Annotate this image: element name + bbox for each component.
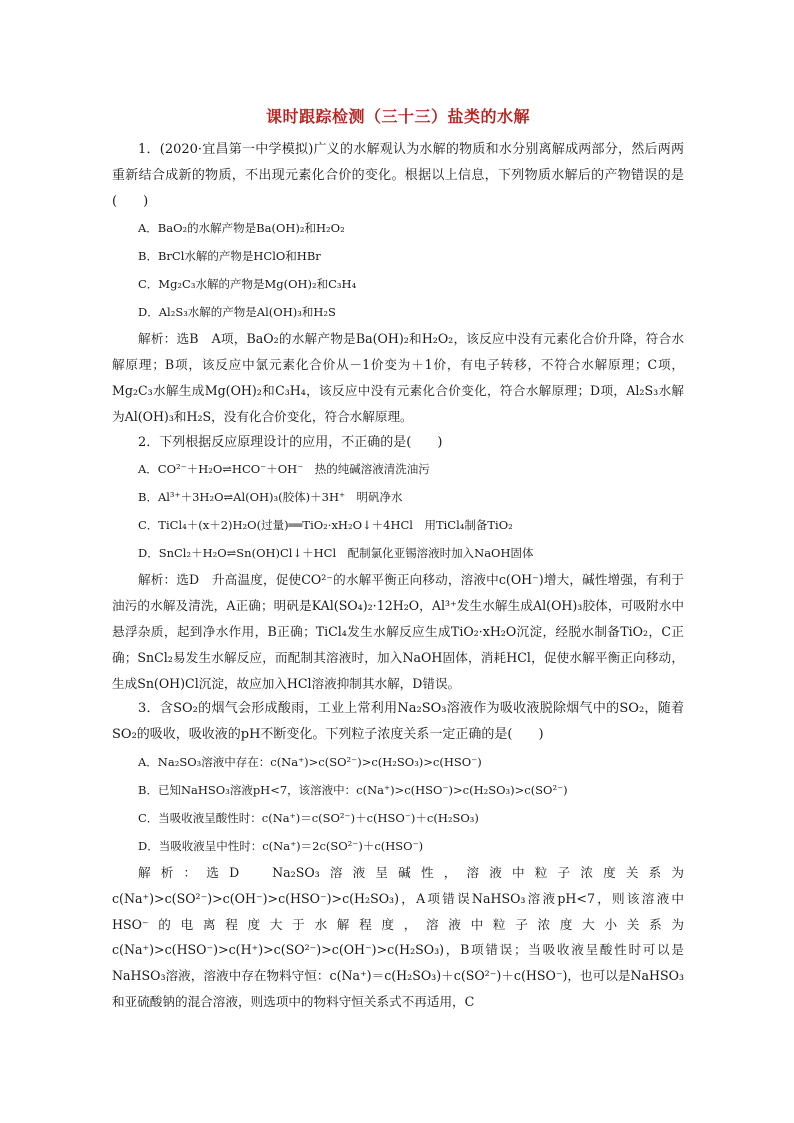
question-1: [112, 137, 684, 430]
question-3-option-a: A．Na₂SO₃溶液中存在：c(Na⁺)>c(SO²⁻)>c(H₂SO₃)>c(HSO⁻): [138, 754, 482, 769]
question-2: [112, 430, 684, 697]
question-3-stem: 3．含SO₂的烟气会形成酸雨，工业上常利用Na₂SO₃溶液作为吸收液脱除烟气中的SO₂，随着SO₂的吸收，吸收液的pH不断变化。下列粒子浓度关系一定正确的是( ): [112, 701, 684, 743]
question-1-option-b: B．BrCl水解的产物是HClO和HBr: [138, 249, 321, 264]
question-1-analysis: 解析：选B A项，BaO₂的水解产物是Ba(OH)₂和H₂O₂，该反应中没有元素化合价升降，符合水解原理；B项，该反应中氯元素化合价从－1价变为＋1价，有电子转移，不符合水解原理；C项，Mg₂C₃水解生成Mg(OH)₂和C₃H₄，该反应中没有元素化合价变化，符合水解原理；D项，Al₂S₃水解为Al(OH)₃和H₂S，没有化合价变化，符合水解原理。: [112, 331, 684, 424]
question-2-option-a: A．CO²⁻＋H₂O⇌HCO⁻＋OH⁻ 热的纯碱溶液清洗油污: [138, 462, 430, 477]
question-1-option-a: A．BaO₂的水解产物是Ba(OH)₂和H₂O₂: [138, 221, 345, 236]
question-3-analysis: 解析：选D Na₂SO₃溶液呈碱性，溶液中粒子浓度关系为c(Na⁺)>c(SO²⁻)>c(OH⁻)>c(HSO⁻)>c(H₂SO₃)，A项错误NaHSO₃溶液pH<7，则该溶液中HSO⁻的电离程度大于水解程度，溶液中粒子浓度大小关系为c(Na⁺)>c(HSO⁻)>c(H⁺)>c(SO²⁻)>c(OH⁻)>c(H₂SO₃)，B项错误；当吸收液呈酸性时可以是NaHSO₃溶液，溶液中存在物料守恒：c(Na⁺)＝c(H₂SO₃)＋c(SO²⁻)＋c(HSO⁻)，也可以是NaHSO₃和亚硫酸钠的混合溶液，则选项中的物料守恒关系式不再适用，C: [112, 864, 684, 1009]
question-1-stem: 1．(2020·宜昌第一中学模拟)广义的水解观认为水解的物质和水分别离解成两部分，然后两两重新结合成新的物质，不出现元素化合价的变化。根据以上信息，下列物质水解后的产物错误的是( ): [112, 142, 684, 209]
question-3-option-c: C．当吸收液呈酸性时：c(Na⁺)＝c(SO²⁻)＋c(HSO⁻)＋c(H₂SO₃): [138, 810, 479, 825]
question-3-option-b: B．已知NaHSO₃溶液pH<7，该溶液中：c(Na⁺)>c(HSO⁻)>c(H₂SO₃)>c(SO²⁻): [138, 782, 568, 797]
question-2-option-c: C．TiCl₄＋(x＋2)H₂O(过量)══TiO₂·xH₂O↓＋4HCl 用TiCl₄制备TiO₂: [138, 518, 513, 533]
question-3: [112, 696, 684, 1014]
question-2-option-d: D．SnCl₂＋H₂O⇌Sn(OH)Cl↓＋HCl 配制氯化亚锡溶液时加入NaOH固体: [138, 546, 534, 561]
question-1-option-d: D．Al₂S₃水解的产物是Al(OH)₃和H₂S: [138, 305, 336, 320]
question-2-stem: 2．下列根据反应原理设计的应用，不正确的是( ): [138, 434, 443, 450]
question-3-option-d: D．当吸收液呈中性时：c(Na⁺)＝2c(SO²⁻)＋c(HSO⁻): [138, 838, 424, 853]
question-2-analysis: 解析：选D 升高温度，促使CO²⁻的水解平衡正向移动，溶液中c(OH⁻)增大，碱性增强，有利于油污的水解及清洗，A正确；明矾是KAl(SO₄)₂·12H₂O，Al³⁺发生水解生成Al(OH)₃胶体，可吸附水中悬浮杂质，起到净水作用，B正确；TiCl₄发生水解反应生成TiO₂·xH₂O沉淀，经脱水制备TiO₂，C正确；SnCl₂易发生水解反应，而配制其溶液时，加入NaOH固体，消耗HCl，促使水解平衡正向移动，生成Sn(OH)Cl沉淀，故应加入HCl溶液抑制其水解，D错误。: [112, 572, 684, 691]
question-1-option-c: C．Mg₂C₃水解的产物是Mg(OH)₂和C₃H₄: [138, 277, 357, 292]
question-2-option-b: B．Al³⁺＋3H₂O⇌Al(OH)₃(胶体)＋3H⁺ 明矾净水: [138, 490, 403, 505]
page-title: 课时跟踪检测（三十三）盐类的水解: [265, 107, 530, 126]
